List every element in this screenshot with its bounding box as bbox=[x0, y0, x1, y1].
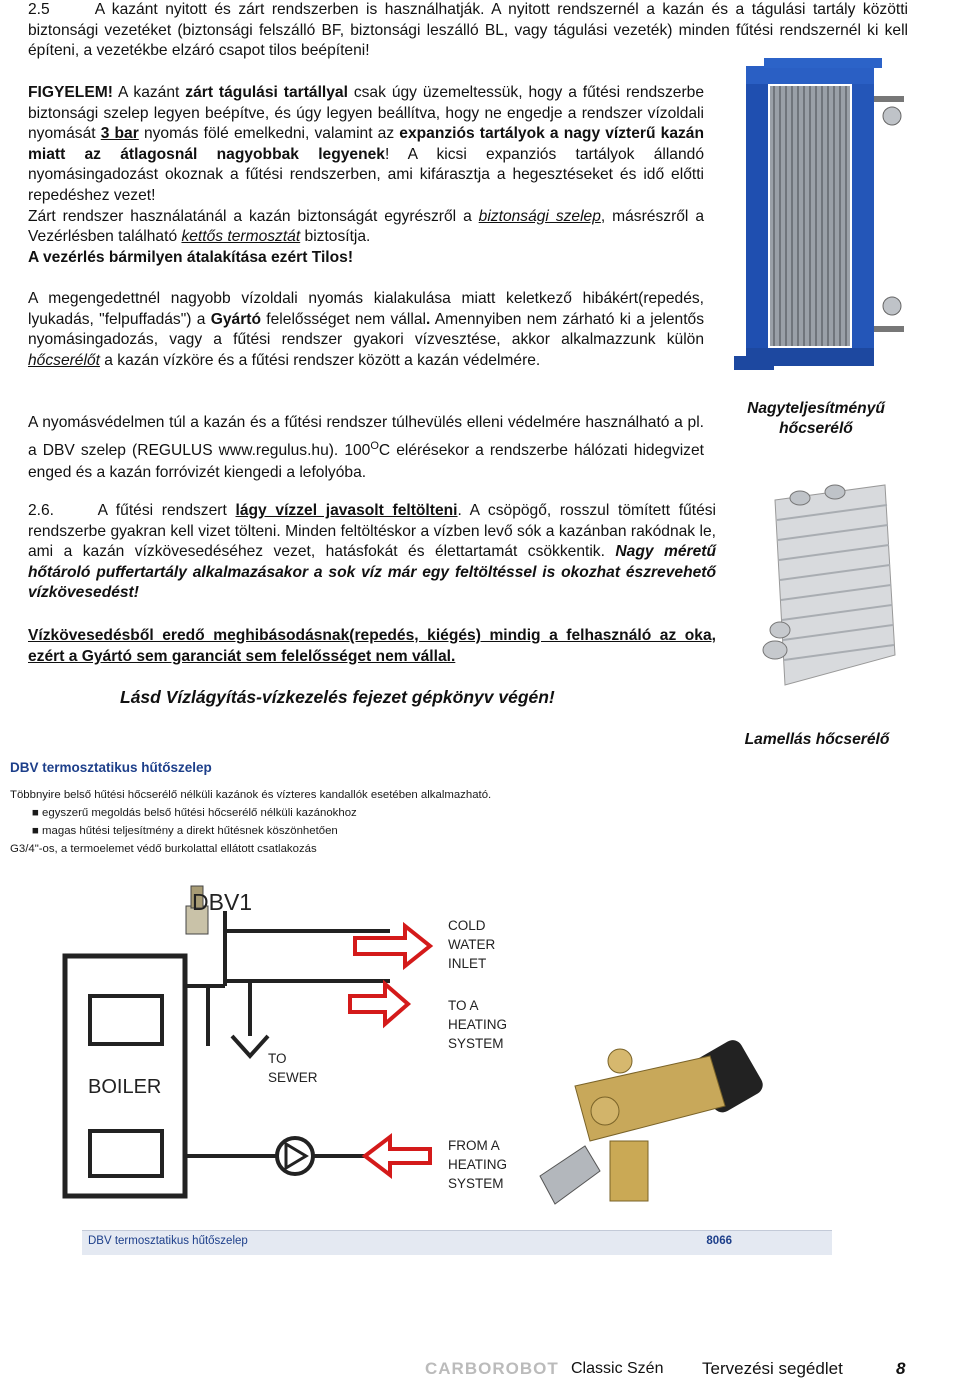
page-number: 8 bbox=[896, 1359, 906, 1378]
brazed-heat-exchanger-icon bbox=[745, 480, 905, 695]
section-number: 2.6. bbox=[28, 502, 55, 519]
warranty-note: Vízkövesedésből eredő meghibásodásnak(repedés, kiégés) mindig a felhasználó az oka, ezért a Gyártó sem garanciát sem felelősséget nem vállal. bbox=[28, 627, 716, 665]
arrow-to-heating bbox=[350, 984, 408, 1024]
footer-brand: CARBOROBOT bbox=[425, 1359, 559, 1378]
label-to-sewer: TO SEWER bbox=[268, 1051, 318, 1085]
section-2-6: 2.6. A fűtési rendszert lágy vízzel javasolt feltölteni. A csöpögő, rosszul tömített fűtési rendszerbe gyakran kell vizet tölteni. Minden feltöltéskor a vízben levő sók a kazánban rakódnak le, ami a kazán vízkövesedéséhez vezet, hatásfokát és élettartamát csökkentik. Nagy méretű hőtároló puffertartály alkalmazásakor a sok víz már egy feltöltéssel is okozhat észrevehető vízkövesedést! bbox=[28, 502, 717, 602]
label-from-heating-system: FROM A HEATING SYSTEM bbox=[448, 1138, 508, 1191]
link-biztonsagi-szelep[interactable]: biztonsági szelep bbox=[478, 207, 601, 225]
dbv-valve-photo bbox=[540, 1037, 766, 1204]
dbv-valve-diagram bbox=[10, 756, 832, 1268]
overheat-paragraph: A nyomásvédelmen túl a kazán és a fűtési rendszer túlhevülés elleni védelmére használható a pl. a DBV szelep (REGULUS www.regulus.hu). $100^OC$ elérésekor a rendszerbe hálózati hidegvizet enged és a kazán forróvizét kiengedi a lefolyóba. bbox=[28, 414, 704, 482]
section-number: 2.5 bbox=[28, 1, 50, 18]
caption-brazed-heat-exchanger: Lamellás hőcserélő bbox=[744, 731, 890, 748]
diagram-bottom-title: DBV termosztatikus hűtőszelep bbox=[88, 1235, 248, 1247]
label-cold-water-inlet: COLD WATER INLET bbox=[448, 918, 496, 971]
diagram-code: 8066 bbox=[706, 1235, 732, 1247]
plate-heat-exchanger-icon bbox=[734, 56, 914, 376]
footer-model: Classic Szén bbox=[571, 1360, 664, 1377]
plate-heat-exchanger-image bbox=[734, 56, 914, 376]
warning-prohibition: A vezérlés bármilyen átalakítása ezért Tilos! bbox=[28, 248, 354, 266]
label-to-heating-system: TO A HEATING SYSTEM bbox=[448, 998, 508, 1051]
section-text: A kazánt nyitott és zárt rendszerben is használhatják. A nyitott rendszernél a kazán és a tágulási tartály közötti biztonsági vezetéket (biztonsági felszálló BF, biztonsági leszálló BL, vagy tágulási vezeték) minden fűtési rendszernél ki kell építeni, a vezetékbe elzáró csapot tilos beépíteni! bbox=[28, 1, 909, 60]
diagram-desc: Többnyire belső hűtési hőcserélő nélküli kazánok és vízteres kandallók esetében alkalmazható. ■ egyszerű megoldás belső hűtési hőcserélő nélküli kazánokhoz ■ magas hűtési teljesítmény a direkt hűtésnek köszönhetően G3/4"-os, a termoelemet védő burkolattal ellátott csatlakozás bbox=[10, 789, 492, 855]
label-dbv1: DBV1 bbox=[192, 889, 253, 915]
link-kettos-termosztat[interactable]: kettős termosztát bbox=[181, 228, 301, 246]
warning-paragraph: FIGYELEM! A kazánt zárt tágulási tartállyal csak úgy üzemeltessük, hogy a fűtési rendszerbe biztonsági szelep legyen beépítve, és úgy legyen beállítva, hogy ne engedje a rendszer vízoldali nyomását 3 bar nyomás fölé emelkedni, valamint az expanziós tartályok a nagy vízterű kazán miatt az átlagosnál nagyobbak legyenek! A kicsi expanziós tartályok állandó nyomásingadozást okoznak a fűtési rendszerben, ami kifárasztja a hegesztéseket és idő előtti repedéshez vezet! Zárt rendszer használatánál a kazán biztonságát egyrészről a biztonsági szelep, másrészről a Vezérlésben található kettős termosztát biztosítja. A vezérlés bármilyen átalakítása ezért Tilos! bbox=[28, 84, 704, 266]
link-hocserelo[interactable]: hőcserélőt bbox=[28, 351, 100, 369]
diagram-title: DBV termosztatikus hűtőszelep bbox=[10, 760, 212, 775]
dbv-schematic bbox=[10, 756, 832, 1268]
caption-plate-heat-exchanger: Nagyteljesítményű hőcserélő bbox=[747, 400, 885, 437]
label-boiler: BOILER bbox=[88, 1076, 162, 1098]
pressure-paragraph: A megengedettnél nagyobb vízoldali nyomás kialakulása miatt keletkező hibákért(repedés, lyukadás, "felpuffadás") a Gyártó felelősséget nem vállal. Amennyiben nem zárható ki a jelentős nyomásingadozás, vagy a fűtési rendszer gyakori vízvesztése, akkor alkalmazzunk külön hőcserélőt a kazán vízköre és a fűtési rendszer között a kazán védelmére. bbox=[28, 290, 704, 369]
warning-label: FIGYELEM! bbox=[28, 84, 113, 101]
footer-doc-title: Tervezési segédlet bbox=[702, 1359, 843, 1378]
see-chapter-note: Lásd Vízlágyítás-vízkezelés fejezet gépkönyv végén! bbox=[120, 687, 555, 707]
arrow-from-heating bbox=[365, 1137, 430, 1175]
section-2-5 bbox=[28, 0, 908, 62]
brazed-heat-exchanger-image bbox=[745, 480, 905, 695]
diagram-bottom-bar bbox=[82, 1230, 832, 1255]
